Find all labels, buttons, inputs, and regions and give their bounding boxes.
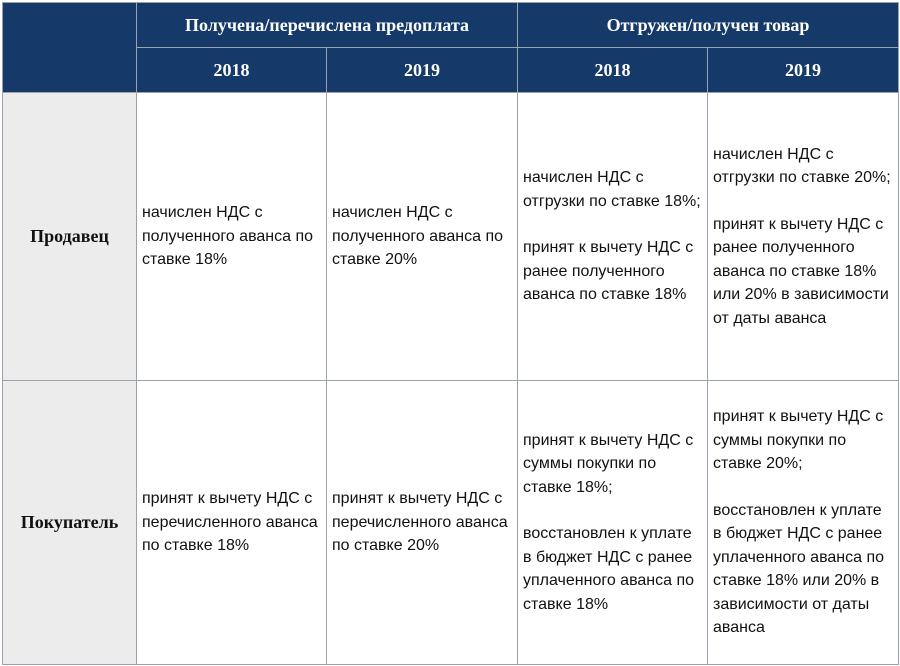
cell-text: восстановлен к уплате в бюджет НДС с ранее уплаченного аванса по ставке 18% <box>523 525 695 613</box>
header-year-row <box>3 48 899 93</box>
row-label-buyer: Покупатель <box>3 381 137 665</box>
header-shipment: Отгружен/получен товар <box>518 3 899 48</box>
seller-shipment-2018 <box>518 93 708 381</box>
year-prepayment-2018: 2018 <box>137 48 327 93</box>
seller-prepayment-2018 <box>137 93 327 381</box>
header-corner <box>3 3 137 93</box>
header-prepayment: Получена/перечислена предоплата <box>137 3 518 48</box>
cell-text: принят к вычету НДС с перечисленного аванса по ставке 20% <box>332 490 508 555</box>
row-seller <box>3 93 899 381</box>
cell-text: начислен НДС с полученного аванса по ставке 18% <box>142 204 314 269</box>
cell-text: принят к вычету НДС с перечисленного аванса по ставке 18% <box>142 490 318 555</box>
header-group-row <box>3 3 899 48</box>
cell-text: восстановлен к уплате в бюджет НДС с ранее уплаченного аванса по ставке 18% или 20% в зависимости от даты аванса <box>713 501 885 637</box>
year-shipment-2019: 2019 <box>708 48 899 93</box>
seller-prepayment-2019 <box>327 93 518 381</box>
buyer-prepayment-2019 <box>327 381 518 665</box>
cell-text: принят к вычету НДС с ранее полученного аванса по ставке 18% <box>523 239 694 304</box>
year-prepayment-2019: 2019 <box>327 48 518 93</box>
year-shipment-2018: 2018 <box>518 48 708 93</box>
row-buyer <box>3 381 899 665</box>
buyer-shipment-2018 <box>518 381 708 665</box>
cell-text: начислен НДС с отгрузки по ставке 18%; <box>523 169 701 210</box>
cell-text: принят к вычету НДС с ранее полученного аванса по ставке 18% или 20% в зависимости от даты аванса <box>713 215 889 327</box>
seller-shipment-2019 <box>708 93 899 381</box>
buyer-prepayment-2018 <box>137 381 327 665</box>
buyer-shipment-2019 <box>708 381 899 665</box>
cell-text: принят к вычету НДС с суммы покупки по ставке 18%; <box>523 431 694 496</box>
vat-comparison-table <box>2 2 899 665</box>
row-label-seller: Продавец <box>3 93 137 381</box>
cell-text: начислен НДС с отгрузки по ставке 20%; <box>713 145 891 187</box>
cell-text: начислен НДС с полученного аванса по ставке 20% <box>332 204 504 269</box>
cell-text: принят к вычету НДС с суммы покупки по ставке 20%; <box>713 408 884 473</box>
